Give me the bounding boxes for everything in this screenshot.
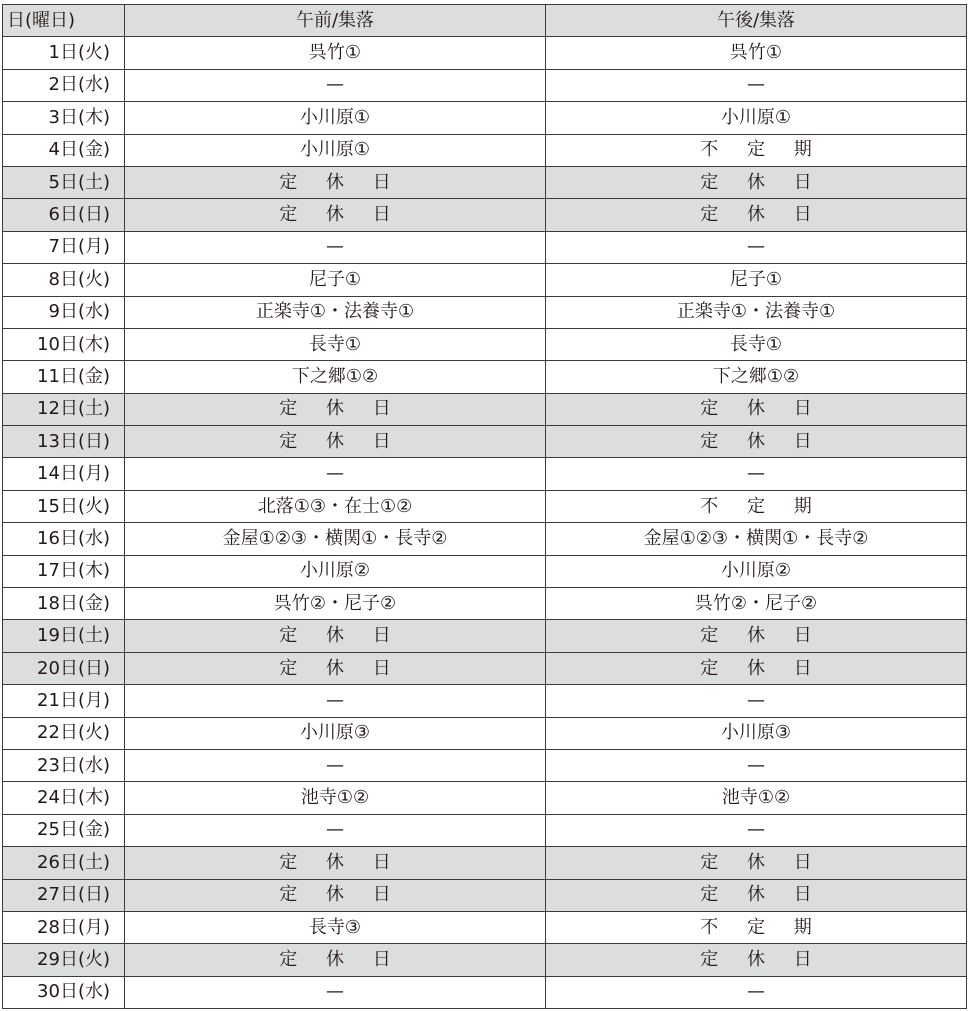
day-cell: 29日(火)	[3, 944, 125, 976]
am-cell	[125, 523, 546, 555]
am-cell	[125, 976, 546, 1008]
am-cell-text: 池寺①②	[300, 787, 370, 809]
pm-cell	[546, 879, 967, 911]
table-row	[3, 749, 967, 781]
day-cell: 23日(水)	[3, 749, 125, 781]
pm-cell	[546, 393, 967, 425]
table-row	[3, 264, 967, 296]
table-row	[3, 652, 967, 684]
am-cell-text: 定休日	[279, 204, 420, 226]
header-row	[3, 5, 967, 37]
am-cell-text: —	[326, 463, 344, 485]
pm-cell	[546, 37, 967, 69]
table-row	[3, 426, 967, 458]
am-cell	[125, 231, 546, 263]
day-cell: 19日(土)	[3, 620, 125, 652]
pm-cell-text: 定休日	[700, 204, 841, 226]
am-cell-text: —	[326, 689, 344, 711]
am-cell-text: 金屋①②③・横関①・長寺②	[222, 527, 448, 549]
pm-cell-text: —	[747, 981, 765, 1003]
table-row	[3, 361, 967, 393]
table-row	[3, 717, 967, 749]
am-cell	[125, 782, 546, 814]
table-row	[3, 588, 967, 620]
pm-cell	[546, 588, 967, 620]
day-cell: 15日(火)	[3, 490, 125, 522]
pm-cell	[546, 458, 967, 490]
day-cell: 5日(土)	[3, 166, 125, 198]
table-row	[3, 847, 967, 879]
am-cell	[125, 588, 546, 620]
day-cell: 27日(日)	[3, 879, 125, 911]
pm-cell-text: 定休日	[700, 949, 841, 971]
am-cell-text: 小川原①	[299, 106, 371, 128]
am-cell-text: —	[326, 236, 344, 258]
am-cell	[125, 944, 546, 976]
am-cell-text: 小川原③	[299, 722, 371, 744]
am-cell-text: —	[326, 74, 344, 96]
am-cell	[125, 69, 546, 101]
am-cell	[125, 134, 546, 166]
day-cell: 21日(月)	[3, 685, 125, 717]
table-row	[3, 37, 967, 69]
table-row	[3, 490, 967, 522]
day-cell: 14日(月)	[3, 458, 125, 490]
day-cell: 18日(金)	[3, 588, 125, 620]
pm-cell-text: 定休日	[700, 884, 841, 906]
am-cell	[125, 490, 546, 522]
am-cell-text: 定休日	[279, 851, 420, 873]
pm-cell	[546, 555, 967, 587]
day-cell: 30日(水)	[3, 976, 125, 1008]
pm-cell-text: 呉竹①	[729, 42, 783, 64]
am-cell-text: 下之郷①②	[291, 365, 379, 387]
am-cell	[125, 458, 546, 490]
pm-cell	[546, 749, 967, 781]
pm-cell-text: 定休日	[700, 398, 841, 420]
am-cell	[125, 847, 546, 879]
am-cell	[125, 814, 546, 846]
am-cell-text: 定休日	[279, 625, 420, 647]
pm-cell-text: 定休日	[700, 657, 841, 679]
day-cell: 16日(水)	[3, 523, 125, 555]
pm-cell	[546, 231, 967, 263]
pm-cell-text: 下之郷①②	[712, 365, 800, 387]
table-row	[3, 102, 967, 134]
pm-cell-text: 池寺①②	[721, 787, 791, 809]
am-cell-text: 尼子①	[308, 268, 362, 290]
pm-cell-text: 定休日	[700, 430, 841, 452]
am-cell	[125, 749, 546, 781]
pm-cell-text: 金屋①②③・横関①・長寺②	[643, 527, 869, 549]
day-cell: 22日(火)	[3, 717, 125, 749]
header-pm: 午後/集落	[546, 5, 967, 37]
table-row	[3, 944, 967, 976]
pm-cell-text: 定休日	[700, 851, 841, 873]
table-row	[3, 814, 967, 846]
pm-cell-text: 不定期	[700, 916, 841, 938]
am-cell	[125, 555, 546, 587]
table-row	[3, 393, 967, 425]
pm-cell-text: 小川原③	[720, 722, 792, 744]
pm-cell	[546, 685, 967, 717]
am-cell	[125, 426, 546, 458]
am-cell-text: 呉竹②・尼子②	[273, 592, 397, 614]
table-row	[3, 879, 967, 911]
am-cell-text: 呉竹①	[308, 42, 362, 64]
pm-cell	[546, 976, 967, 1008]
am-cell	[125, 199, 546, 231]
day-cell: 7日(月)	[3, 231, 125, 263]
day-cell: 17日(木)	[3, 555, 125, 587]
table-row	[3, 685, 967, 717]
am-cell	[125, 102, 546, 134]
am-cell	[125, 361, 546, 393]
day-cell: 6日(日)	[3, 199, 125, 231]
table-row	[3, 166, 967, 198]
am-cell-text: 定休日	[279, 171, 420, 193]
pm-cell	[546, 944, 967, 976]
table-row	[3, 976, 967, 1008]
schedule-table	[2, 4, 967, 1009]
header-day: 日(曜日)	[3, 5, 125, 37]
pm-cell-text: —	[747, 819, 765, 841]
table-row	[3, 199, 967, 231]
table-row	[3, 296, 967, 328]
day-cell: 13日(日)	[3, 426, 125, 458]
day-cell: 3日(木)	[3, 102, 125, 134]
am-cell	[125, 328, 546, 360]
pm-cell	[546, 620, 967, 652]
am-cell-text: 定休日	[279, 884, 420, 906]
am-cell	[125, 685, 546, 717]
am-cell	[125, 264, 546, 296]
day-cell: 1日(火)	[3, 37, 125, 69]
table-row	[3, 911, 967, 943]
pm-cell-text: 定休日	[700, 171, 841, 193]
pm-cell	[546, 361, 967, 393]
pm-cell	[546, 847, 967, 879]
am-cell	[125, 620, 546, 652]
am-cell-text: 定休日	[279, 430, 420, 452]
am-cell-text: 北落①③・在士①②	[257, 495, 413, 517]
am-cell	[125, 393, 546, 425]
am-cell-text: 定休日	[279, 657, 420, 679]
pm-cell-text: —	[747, 463, 765, 485]
am-cell-text: 小川原①	[299, 139, 371, 161]
am-cell-text: —	[326, 981, 344, 1003]
pm-cell	[546, 782, 967, 814]
pm-cell-text: 不定期	[700, 495, 841, 517]
table-row	[3, 231, 967, 263]
pm-cell-text: 定休日	[700, 625, 841, 647]
day-cell: 12日(土)	[3, 393, 125, 425]
pm-cell	[546, 523, 967, 555]
day-cell: 20日(日)	[3, 652, 125, 684]
day-cell: 26日(土)	[3, 847, 125, 879]
pm-cell	[546, 134, 967, 166]
pm-cell-text: 小川原②	[720, 560, 792, 582]
pm-cell-text: —	[747, 689, 765, 711]
am-cell-text: 小川原②	[299, 560, 371, 582]
am-cell-text: 正楽寺①・法養寺①	[255, 301, 415, 323]
pm-cell	[546, 102, 967, 134]
am-cell-text: 長寺③	[308, 916, 362, 938]
pm-cell	[546, 717, 967, 749]
pm-cell	[546, 328, 967, 360]
am-cell-text: —	[326, 819, 344, 841]
am-cell-text: 定休日	[279, 398, 420, 420]
am-cell	[125, 652, 546, 684]
pm-cell	[546, 166, 967, 198]
pm-cell-text: 小川原①	[720, 106, 792, 128]
day-cell: 9日(水)	[3, 296, 125, 328]
pm-cell-text: —	[747, 74, 765, 96]
day-cell: 25日(金)	[3, 814, 125, 846]
pm-cell-text: 長寺①	[729, 333, 783, 355]
am-cell-text: 定休日	[279, 949, 420, 971]
day-cell: 11日(金)	[3, 361, 125, 393]
table-row	[3, 328, 967, 360]
pm-cell	[546, 264, 967, 296]
am-cell	[125, 37, 546, 69]
am-cell	[125, 879, 546, 911]
table-row	[3, 458, 967, 490]
pm-cell	[546, 490, 967, 522]
am-cell-text: 長寺①	[308, 333, 362, 355]
am-cell	[125, 296, 546, 328]
pm-cell-text: —	[747, 236, 765, 258]
pm-cell	[546, 814, 967, 846]
table-row	[3, 523, 967, 555]
day-cell: 10日(木)	[3, 328, 125, 360]
table-row	[3, 69, 967, 101]
day-cell: 24日(木)	[3, 782, 125, 814]
pm-cell	[546, 911, 967, 943]
table-row	[3, 782, 967, 814]
pm-cell-text: —	[747, 754, 765, 776]
table-row	[3, 555, 967, 587]
pm-cell	[546, 426, 967, 458]
day-cell: 2日(水)	[3, 69, 125, 101]
pm-cell	[546, 652, 967, 684]
day-cell: 28日(月)	[3, 911, 125, 943]
am-cell-text: —	[326, 754, 344, 776]
pm-cell-text: 呉竹②・尼子②	[694, 592, 818, 614]
am-cell	[125, 717, 546, 749]
header-am: 午前/集落	[125, 5, 546, 37]
day-cell: 8日(火)	[3, 264, 125, 296]
pm-cell	[546, 199, 967, 231]
pm-cell-text: 正楽寺①・法養寺①	[676, 301, 836, 323]
table-row	[3, 134, 967, 166]
pm-cell	[546, 69, 967, 101]
pm-cell-text: 不定期	[700, 139, 841, 161]
pm-cell-text: 尼子①	[729, 268, 783, 290]
am-cell	[125, 911, 546, 943]
pm-cell	[546, 296, 967, 328]
day-cell: 4日(金)	[3, 134, 125, 166]
table-row	[3, 620, 967, 652]
am-cell	[125, 166, 546, 198]
